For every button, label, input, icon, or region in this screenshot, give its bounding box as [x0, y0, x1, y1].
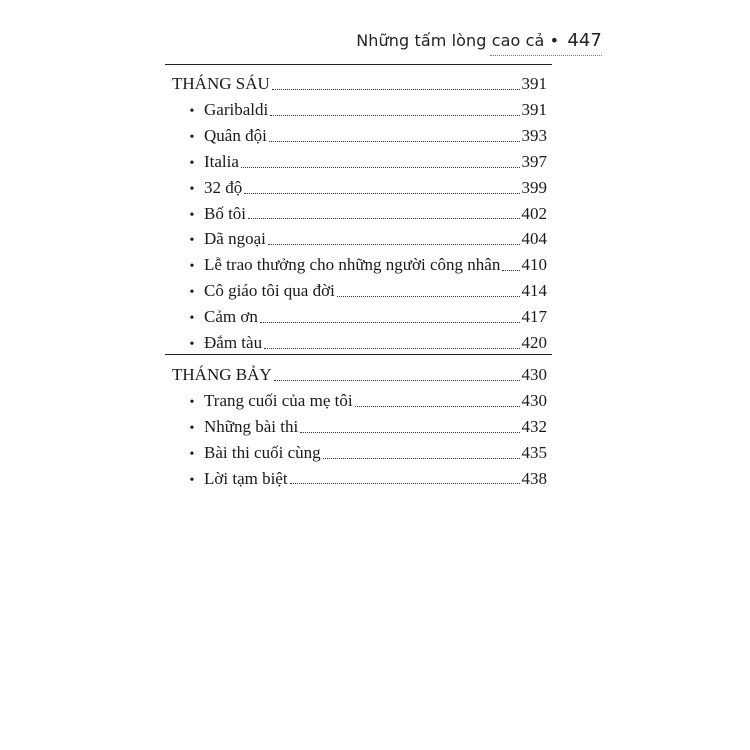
dot-leader — [260, 322, 520, 323]
dot-leader — [274, 380, 520, 381]
toc-entry — [172, 414, 547, 440]
bullet-icon: • — [189, 337, 195, 353]
entry-title: Những bài thi — [204, 416, 299, 436]
dot-leader — [323, 458, 520, 459]
dot-leader — [269, 141, 520, 142]
dot-leader — [272, 89, 520, 90]
entry-title: Lễ trao thưởng cho những người công nhân — [204, 255, 501, 275]
bullet-icon: • — [189, 207, 195, 223]
bullet-icon: • — [189, 233, 195, 249]
toc-top-rule — [165, 64, 552, 65]
entry-title: Cảm ơn — [204, 307, 258, 327]
running-header — [356, 30, 602, 51]
toc-entry — [172, 440, 547, 466]
toc-entry — [172, 304, 547, 330]
bullet-icon: • — [189, 285, 195, 301]
entry-title: Bài thi cuối cùng — [204, 442, 321, 462]
header-separator: • — [549, 31, 560, 50]
section-page: 391 — [521, 74, 547, 93]
entry-page: 414 — [521, 281, 547, 301]
entry-title: Italia — [204, 151, 239, 171]
dot-leader — [300, 432, 519, 433]
entry-title: Đắm tàu — [204, 333, 263, 353]
entry-page: 404 — [521, 229, 547, 249]
bullet-icon: • — [189, 129, 195, 145]
entry-title: Trang cuối của mẹ tôi — [204, 390, 353, 410]
entry-title: Quân đội — [204, 125, 267, 145]
toc-entry — [172, 175, 547, 201]
bullet-icon: • — [189, 311, 195, 327]
toc-section-july — [172, 361, 547, 388]
dot-leader — [268, 244, 520, 245]
section-title: THÁNG BẢY — [172, 364, 272, 384]
bullet-icon: • — [189, 446, 195, 462]
bullet-icon: • — [189, 420, 195, 436]
toc-entry — [172, 252, 547, 278]
bullet-icon: • — [189, 155, 195, 171]
header-rule — [490, 55, 602, 56]
entry-page: 420 — [521, 333, 547, 353]
entry-page: 410 — [521, 255, 547, 275]
dot-leader — [337, 296, 520, 297]
entry-page: 393 — [521, 125, 547, 145]
toc-entry — [172, 149, 547, 175]
entry-title: Cô giáo tôi qua đời — [204, 281, 335, 301]
entry-page: 399 — [521, 177, 547, 197]
table-of-contents — [172, 70, 547, 491]
bullet-icon: • — [189, 394, 195, 410]
bullet-icon: • — [189, 104, 195, 119]
bullet-icon: • — [189, 181, 195, 197]
dot-leader — [244, 193, 519, 194]
entry-title: Bố tôi — [204, 203, 247, 223]
entry-page: 438 — [521, 468, 547, 488]
dot-leader — [502, 270, 519, 271]
toc-entry — [172, 330, 547, 356]
toc-entry — [172, 466, 547, 492]
entry-title: Garibaldi — [204, 100, 269, 119]
toc-entry — [172, 226, 547, 252]
entry-page: 432 — [521, 416, 547, 436]
section-title: THÁNG SÁU — [172, 74, 270, 93]
entry-page: 397 — [521, 151, 547, 171]
entry-title: 32 độ — [204, 177, 243, 197]
entry-page: 402 — [521, 203, 547, 223]
toc-entry — [172, 123, 547, 149]
entry-page: 417 — [521, 307, 547, 327]
book-title: Những tấm lòng cao cả — [356, 31, 545, 50]
dot-leader — [264, 348, 519, 349]
entry-page: 435 — [521, 442, 547, 462]
entry-page: 391 — [521, 100, 547, 119]
entry-title: Dã ngoại — [204, 229, 266, 249]
toc-entry — [172, 97, 547, 123]
toc-entry — [172, 278, 547, 304]
entry-page: 430 — [521, 390, 547, 410]
dot-leader — [355, 406, 520, 407]
bullet-icon: • — [189, 259, 195, 275]
entry-title: Lời tạm biệt — [204, 468, 288, 488]
section-page: 430 — [521, 364, 547, 384]
bullet-icon: • — [189, 472, 195, 488]
dot-leader — [270, 115, 519, 116]
dot-leader — [248, 218, 519, 219]
toc-entry — [172, 388, 547, 414]
dot-leader — [241, 167, 520, 168]
toc-entry — [172, 201, 547, 227]
header-page-number: 447 — [567, 30, 602, 51]
dot-leader — [290, 483, 520, 484]
toc-section-june — [172, 70, 547, 97]
